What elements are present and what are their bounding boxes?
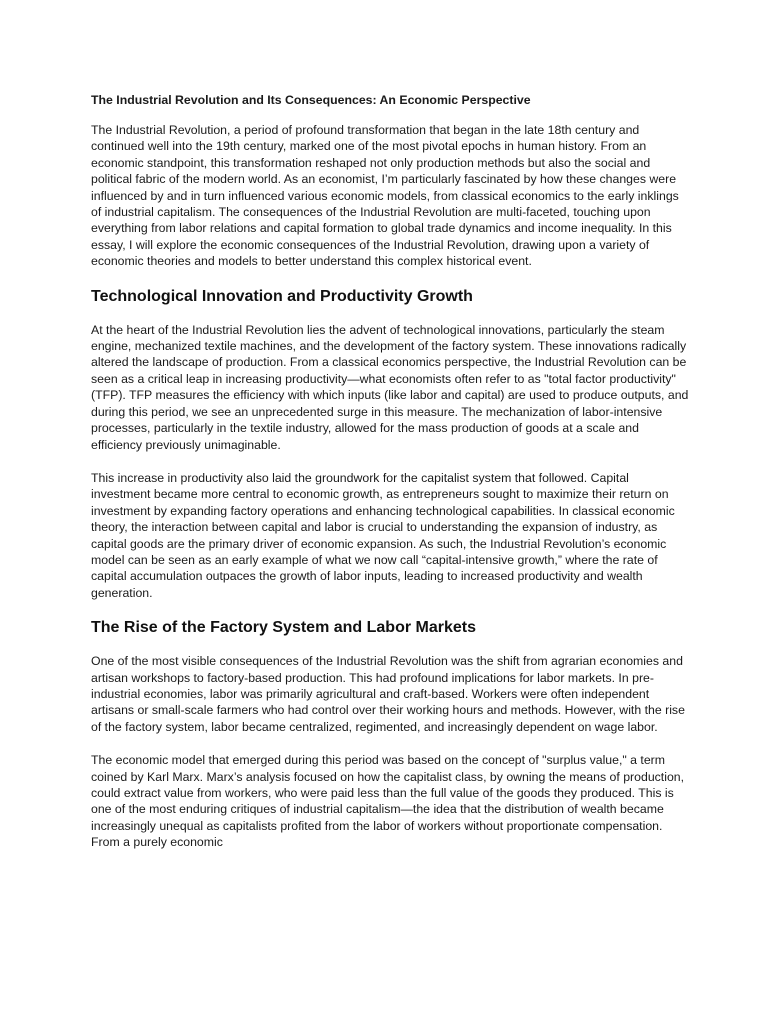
intro-paragraph: The Industrial Revolution, a period of profound transformation that began in the late 18th century and continued well into the 19th century, marked one of the most pivotal epochs in human history. From an economic standpoint, this transformation reshaped not only production methods but also the social and political fabric of the modern world. As an economist, I’m particularly fascinated by how these changes were influenced by and in turn influenced various economic models, from classical economics to the early inklings of industrial capitalism. The consequences of the Industrial Revolution are multi-faceted, touching upon everything from labor relations and capital formation to global trade dynamics and income inequality. In this essay, I will explore the economic consequences of the Industrial Revolution, drawing upon a variety of economic theories and models to better understand this complex historical event. <box>91 123 679 269</box>
section-heading-technological-innovation: Technological Innovation and Productivity Growth <box>91 287 473 305</box>
paragraph: The economic model that emerged during this period was based on the concept of "surplus value," a term coined by Karl Marx. Marx’s analysis focused on how the capitalist class, by owning the means of production, could extract value from workers, who were paid less than the full value of the goods they produced. This is one of the most enduring critiques of industrial capitalism—the idea that the distribution of wealth became increasingly unequal as capitalists profited from the labor of workers without proportionate compensation. From a purely economic <box>91 753 685 850</box>
paragraph: One of the most visible consequences of the Industrial Revolution was the shift from agrarian economies and artisan workshops to factory-based production. This had profound implications for labor markets. In pre-industrial economies, labor was primarily agricultural and craft-based. Workers were often independent artisans or small-scale farmers who had control over their working hours and methods. However, with the rise of the factory system, labor became centralized, regimented, and increasingly dependent on wage labor. <box>91 654 685 734</box>
paragraph: This increase in productivity also laid the groundwork for the capitalist system that followed. Capital investment became more central to economic growth, as entrepreneurs sought to maximize their return on investment by expanding factory operations and enhancing technological capabilities. In classical economic theory, the interaction between capital and labor is crucial to understanding the expansion of industry, as capital goods are the primary driver of economic expansion. As such, the Industrial Revolution’s economic model can be seen as an early example of what we now call “capital-intensive growth,” where the rate of capital accumulation outpaces the growth of labor inputs, leading to increased productivity and wealth generation. <box>91 470 675 600</box>
document-title: The Industrial Revolution and Its Consequences: An Economic Perspective <box>91 93 531 107</box>
section-heading-factory-system: The Rise of the Factory System and Labor Markets <box>91 619 476 637</box>
document-page <box>91 92 691 868</box>
paragraph: At the heart of the Industrial Revolution lies the advent of technological innovations, particularly the steam engine, mechanized textile machines, and the development of the factory system. These innovations radically altered the landscape of production. From a classical economics perspective, the Industrial Revolution can be seen as a critical leap in increasing productivity—what economists often refer to as "total factor productivity" (TFP). TFP measures the efficiency with which inputs (like labor and capital) are used to produce outputs, and during this period, we see an unprecedented surge in this measure. The mechanization of labor-intensive processes, particularly in the textile industry, allowed for the mass production of goods at a scale and efficiency previously unimaginable. <box>91 322 689 452</box>
